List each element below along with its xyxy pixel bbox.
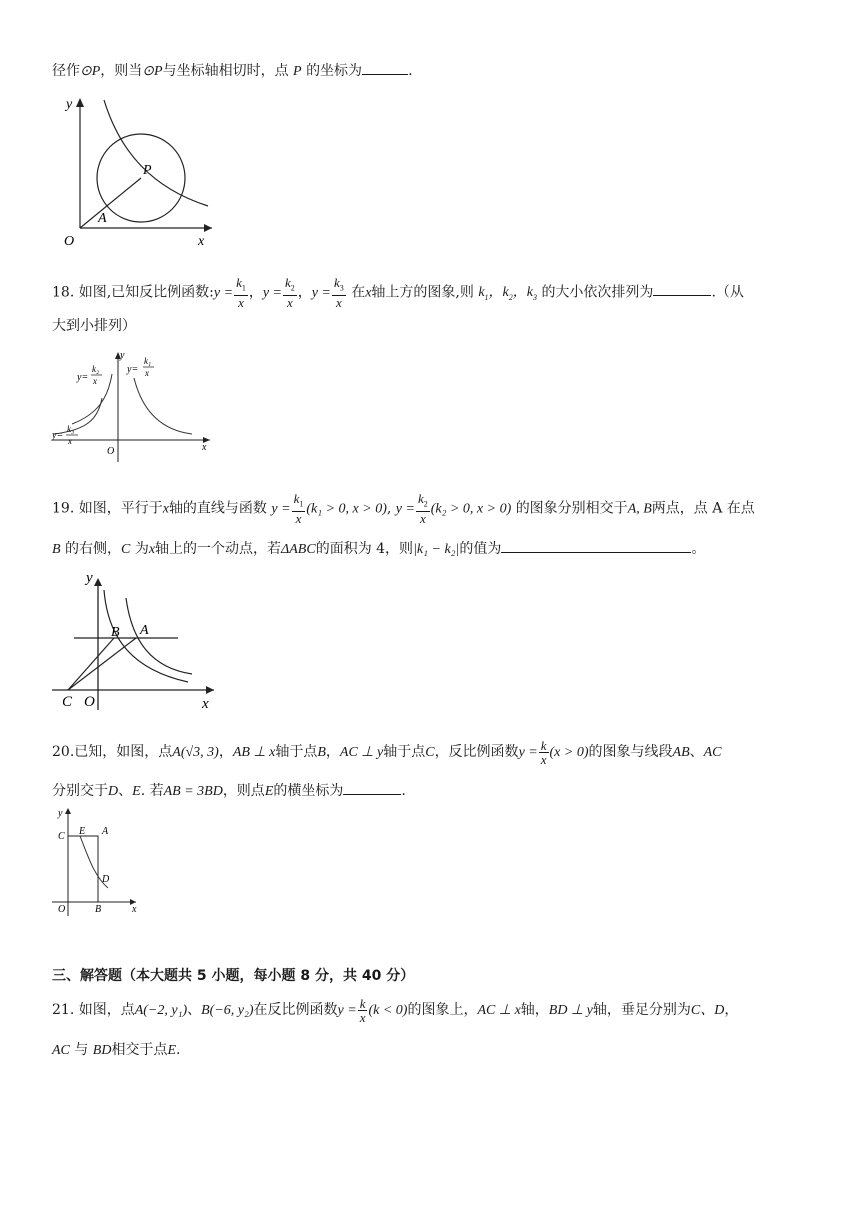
fn-y: y = (311, 285, 331, 301)
label-o: O (84, 694, 95, 710)
fraction-k: $\frac{k}{x}$ (359, 995, 366, 1025)
q17-text: 与坐标轴相切时，点 (162, 63, 289, 79)
q19-text: 轴上的一个动点，若 (155, 541, 282, 557)
q17-text: ，则当 (100, 63, 143, 79)
q21-line2 (52, 1040, 820, 1061)
q20-text: ，则点 (222, 783, 265, 799)
triangle-abc: ΔABC (281, 542, 316, 557)
x-var: x (148, 542, 156, 557)
y-arrow (65, 808, 71, 814)
answer-blank[interactable] (343, 780, 401, 795)
label-x-den: x (93, 376, 97, 386)
ac-perp: AC ⊥ x (477, 1003, 521, 1018)
section-heading: 三、解答题（本大题共 5 小题，每小题 8 分，共 40 分） (52, 968, 415, 984)
fn-y: y = (395, 501, 415, 517)
label-a: A (140, 623, 149, 638)
label-c: C (58, 831, 65, 842)
q17-line (52, 60, 820, 82)
sep: 、 (118, 783, 133, 799)
segment-cb (68, 638, 114, 690)
q20-line2 (52, 780, 820, 802)
point-a: A(−2, y₁) (134, 1003, 188, 1018)
label-o: O (58, 904, 66, 915)
points-ab: A, B (627, 501, 652, 517)
label-y: y (58, 808, 63, 819)
q20-text: 轴于点 (383, 744, 426, 760)
fraction-k: $\frac{k}{x}$ (540, 737, 547, 767)
x-var: x (162, 501, 169, 517)
sep: 、 (187, 1002, 202, 1018)
point-b: B(−6, y₂) (201, 1003, 254, 1018)
q17-end: . (408, 63, 413, 79)
curve-k1 (134, 378, 192, 434)
point-c: C (121, 542, 131, 557)
q19-text: 的值为 (459, 541, 502, 557)
k-list: $k_1$，$k_2$，$k_3$ (478, 285, 537, 303)
label-k3: k₃ (67, 424, 75, 434)
q18-line (52, 276, 820, 312)
condition-ab-3bd: AB = 3BD (163, 784, 223, 799)
points-cd: C、D (690, 1003, 725, 1018)
q20-text: 轴于点 (275, 744, 318, 760)
q19-text: 的面积为 4，则 (315, 541, 414, 557)
q18-text: .（从 (711, 284, 744, 301)
label-y-k1: y= (127, 364, 139, 375)
sep: ， (297, 284, 312, 301)
segment-ac: AC (52, 1043, 70, 1058)
label-a: A (98, 211, 107, 226)
point-e: E (167, 1043, 177, 1058)
q20-text: 已知，如图，点 (74, 744, 173, 760)
label-y: y (120, 350, 125, 361)
label-a: A (102, 826, 109, 837)
sep: ， (248, 284, 263, 301)
label-x-den: x (68, 436, 72, 446)
point-e: E (264, 784, 274, 799)
answer-blank[interactable] (653, 281, 711, 296)
x-var: x (365, 285, 372, 301)
fn-y: y = (271, 501, 291, 517)
label-y: y (86, 570, 93, 586)
q19-text: 轴的直线与函数 (168, 500, 267, 517)
point-p: P (293, 64, 302, 79)
q20-line1 (52, 738, 820, 767)
q19-text: 为 (134, 541, 149, 557)
q20-text: ， (218, 744, 233, 760)
x-arrow (204, 224, 212, 232)
q20-end: . (401, 783, 406, 799)
label-y-k3: y= (52, 430, 64, 441)
q19-end: 。 (691, 541, 706, 557)
label-c: C (62, 694, 73, 710)
label-x: x (202, 696, 209, 712)
label-b: B (111, 625, 120, 640)
y-arrow (76, 98, 84, 107)
label-k2: k₂ (92, 364, 100, 374)
label-x: x (132, 904, 137, 915)
answer-blank[interactable] (501, 538, 691, 553)
q20-figure (52, 806, 152, 918)
fn-y: y = (213, 285, 234, 301)
label-y-k2: y= (77, 372, 89, 383)
condition-2: (k₂ > 0, x > 0) (430, 501, 512, 517)
label-x: x (198, 234, 205, 249)
point-d: D (108, 784, 119, 799)
q18-figure (52, 350, 212, 470)
point-c: C (425, 745, 435, 760)
sep: 、 (689, 744, 704, 760)
label-p: P (143, 163, 152, 178)
q20-text: 分别交于 (52, 783, 108, 799)
q19-number: 19. (52, 500, 75, 517)
q21-text: 轴， (520, 1002, 549, 1018)
q20-text: ， (325, 744, 340, 760)
q19-text: 的图象分别相交于 (515, 500, 628, 517)
label-o: O (64, 234, 75, 249)
point-a: A(√3, 3) (172, 745, 219, 760)
q18-number: 18. (52, 284, 75, 301)
fraction-k1: $\frac{k_1}{x}$ (293, 491, 304, 526)
condition: (x > 0) (549, 745, 589, 760)
q18-text: 轴上方的图象,则 (371, 284, 474, 301)
label-x: x (202, 442, 207, 453)
q18-line2: 大到小排列） (52, 318, 136, 334)
q21-text: 相交于点 (111, 1042, 168, 1058)
abs-k-diff: |k₁ − k₂| (413, 542, 460, 557)
q19-text: 两点，点 A 在点 (651, 500, 755, 517)
circle-p: ⊙P (142, 64, 163, 79)
label-b: B (95, 904, 102, 915)
q21-end: . (176, 1042, 181, 1058)
q20-text: ，反比例函数 (434, 744, 519, 760)
q20-number: 20. (52, 744, 75, 760)
q17-text: 的坐标为 (306, 63, 363, 79)
q21-line1 (52, 996, 820, 1025)
condition: (k < 0) (368, 1003, 408, 1018)
fraction-k1: $\frac{k_1}{x}$ (236, 275, 246, 310)
segment-bd: BD (92, 1043, 112, 1058)
fn-y: y = (337, 1003, 357, 1018)
q17-text: 径作 (52, 63, 80, 79)
ac-perp: AC ⊥ y (339, 745, 384, 760)
q19-line1: 19. 如图，平行于x轴的直线与函数 y = $\frac{k_1}{x}$ (k₁ > 0, x > 0), y = $\frac{k_2}{x}$ (k₂ > 0, x > 0) 的图象分别相交于A, B两点，点 A 在点 (52, 491, 755, 526)
q18-text: 在 (351, 284, 366, 301)
fraction-k2: $\frac{k_2}{x}$ (285, 275, 295, 310)
hyperbola-curve (104, 100, 208, 206)
label-d: D (102, 874, 110, 885)
y-arrow (94, 578, 102, 586)
condition-1: (k₁ > 0, x > 0) (306, 501, 387, 517)
q17-figure (52, 92, 222, 252)
point-e: E (132, 784, 141, 799)
point-b: B (52, 542, 61, 557)
q21-text: 在反比例函数 (253, 1002, 338, 1018)
label-e: E (79, 826, 86, 837)
q19-figure (52, 570, 222, 715)
q20-text: . 若 (140, 783, 164, 799)
q21-text: ， (724, 1002, 739, 1018)
label-y: y (66, 97, 73, 112)
curve-k3 (54, 398, 102, 434)
fn-y: y = (518, 745, 538, 760)
curve-k1 (126, 598, 192, 674)
q21-text: 的图象上， (407, 1002, 478, 1018)
segment-ab: AB (672, 745, 690, 760)
segment-ca (68, 638, 136, 690)
x-arrow (206, 686, 214, 694)
q21-text: 轴，垂足分别为 (592, 1002, 691, 1018)
segment-ac: AC (703, 745, 722, 760)
q18-text: 如图,已知反比例函数: (78, 284, 214, 301)
q20-text: 的图象与线段 (588, 744, 673, 760)
ab-perp: AB ⊥ x (232, 745, 276, 760)
q19-text: 如图，平行于 (78, 500, 163, 517)
fn-y: y = (262, 285, 283, 301)
answer-blank[interactable] (362, 60, 408, 75)
q21-text: 与 (74, 1042, 89, 1058)
bd-perp: BD ⊥ y (548, 1003, 593, 1018)
q21-number: 21. (52, 1002, 75, 1018)
q21-text: 如图，点 (78, 1002, 135, 1018)
label-o: O (107, 446, 115, 457)
circle-p: ⊙P (80, 64, 101, 79)
label-x-den: x (145, 368, 149, 378)
point-b: B (317, 745, 326, 760)
label-k1: k₁ (144, 356, 152, 366)
fraction-k2: $\frac{k_2}{x}$ (417, 491, 428, 526)
q20-text: 的横坐标为 (273, 783, 344, 799)
q19-text: 的右侧， (65, 541, 122, 557)
q18-text: 的大小依次排列为 (541, 284, 654, 301)
q19-line2 (52, 538, 820, 560)
fraction-k3: $\frac{k_3}{x}$ (333, 275, 344, 310)
